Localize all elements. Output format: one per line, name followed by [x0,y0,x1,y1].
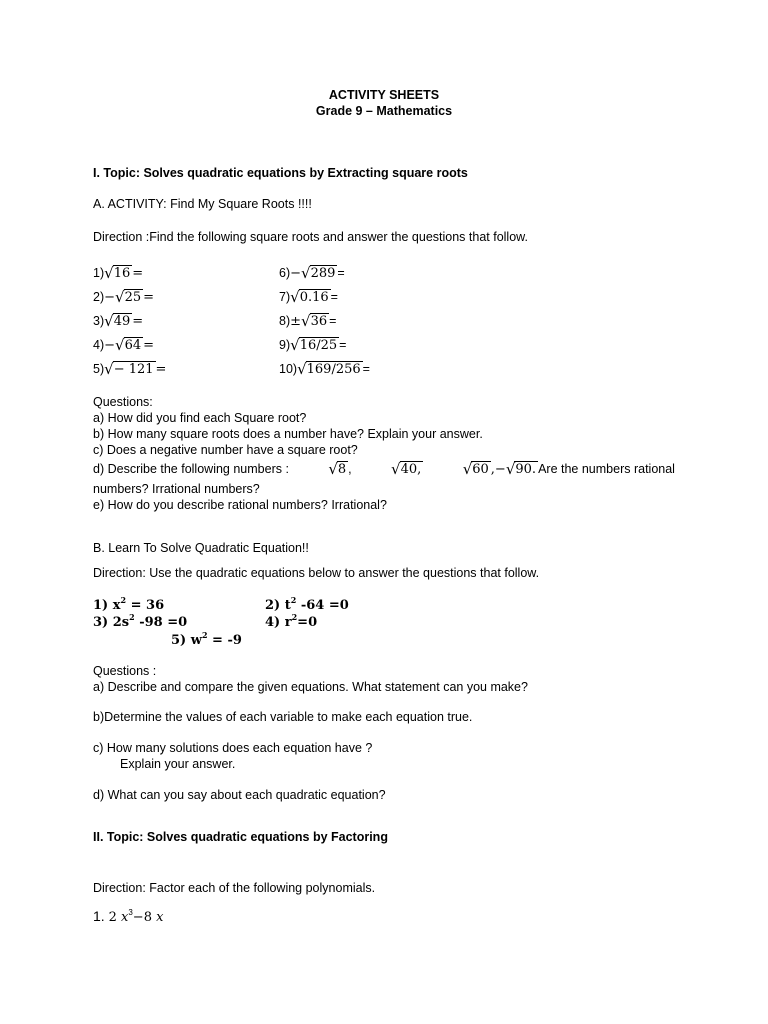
item-number: 9) [279,337,291,352]
separator: , [348,461,352,476]
eq-number: 4) [265,615,285,630]
sqrt-item-4: 4) − √ 64 = [93,335,155,354]
question-d-sqrt40: √ 40, [391,459,422,478]
radicand: 64 [124,338,142,353]
item-equals: = [337,265,345,280]
eq-exponent: 2 [290,595,297,605]
question-b: b) How many square roots does a number have? Explain your answer. [93,427,483,441]
item-number: 2) [93,289,105,304]
item-sign: ± [290,313,302,329]
question-d-line2: numbers? Irrational numbers? [93,482,260,496]
activity-a-heading: A. ACTIVITY: Find My Square Roots !!!! [93,197,312,211]
item-equals: = [362,361,370,376]
item-number: 6) [279,265,291,280]
radicand: 60 [472,462,489,477]
item-number: 8) [279,313,291,328]
exponent: 3 [128,908,133,917]
radicand: 8 [337,462,347,477]
variable: x [121,910,129,925]
topic2-heading: II. Topic: Solves quadratic equations by Factoring [93,830,388,844]
sqrt-item-2: 2) − √ 25 = [93,287,155,306]
question-b-b: b)Determine the values of each variable to make each equation true. [93,710,473,724]
eq-exponent: 2 [120,595,127,605]
radicand: 49 [113,314,131,329]
item-equals: = [155,361,167,377]
item-sign: − [104,289,116,305]
sqrt-item-7: 7) √ 0.16 = [279,287,338,306]
equation-2 [265,595,349,613]
sqrt-item-9: 9) √ 16/25 = [279,335,347,354]
question-b-c-explain: Explain your answer. [120,757,236,771]
item-sign: − [104,337,116,353]
equation-3 [93,612,188,630]
question-a: a) How did you find each Square root? [93,411,307,425]
eq-rest: -98 =0 [134,615,188,630]
item-equals: = [143,337,155,353]
topic2-direction: Direction: Factor each of the following polynomials. [93,881,376,895]
sqrt-item-8: 8) ± √ 36 = [279,311,337,330]
question-d-line1 [93,461,675,477]
item-number: 10) [279,361,298,376]
eq-rest: -64 =0 [296,598,349,613]
eq-variable: x [112,598,121,613]
eq-number: 5) [171,633,191,648]
sqrt-item-3: 3) √ 49 = [93,311,144,330]
eq-variable: 2s [112,615,130,630]
item-sign: − [290,265,302,281]
equation-4 [265,612,318,630]
question-d-trail: Are the numbers rational [538,461,675,476]
radicand: 40, [400,462,422,477]
radicand: 16/25 [299,338,338,353]
factor-item-1 [93,909,163,925]
equation-1 [93,595,165,613]
variable: x [156,910,164,925]
sqrt-item-6: 6) − √ 289 = [279,263,345,282]
question-b-c: c) How many solutions does each equation have ? [93,741,373,755]
section-b-direction: Direction: Use the quadratic equations below to answer the questions that follow. [93,566,540,580]
activity-a-direction: Direction :Find the following square roots and answer the questions that follow. [93,230,528,244]
question-b-d: d) What can you say about each quadratic equation? [93,788,386,802]
equation-5 [171,630,242,648]
eq-number: 2) [265,598,285,613]
eq-variable: w [190,633,202,648]
radicand: 25 [124,290,142,305]
radicand: 36 [310,314,328,329]
sqrt-item-5: 5) √ − 121 = [93,359,167,378]
radicand: 169/256 [306,362,361,377]
sheet-title: ACTIVITY SHEETS [328,88,440,102]
item-equals: = [132,313,144,329]
question-b-a: a) Describe and compare the given equations. What statement can you make? [93,680,528,694]
term-rest: −8 [132,910,152,925]
item-number: 3) [93,313,105,328]
questions-label-b: Questions : [93,664,157,678]
item-number: 7) [279,289,291,304]
item-equals: = [339,337,347,352]
eq-exponent: 2 [129,612,135,622]
eq-rest: = -9 [207,633,242,648]
sheet-subtitle: Grade 9 – Mathematics [315,104,453,118]
eq-exponent: 2 [201,630,208,640]
coefficient: 2 [108,910,117,925]
question-d-sqrt60: √ 60 ,− √ 90. Are the numbers rational [462,459,675,478]
radicand: − 121 [113,362,154,377]
item-equals: = [329,313,337,328]
radicand: 90. [515,462,537,477]
item-number: 1. [93,908,109,924]
separator: ,− [490,461,506,477]
eq-variable: r [284,615,292,630]
sqrt-item-10: 10) √ 169/256 = [279,359,370,378]
eq-number: 3) [93,615,113,630]
item-equals: = [132,265,144,281]
eq-number: 1) [93,598,113,613]
eq-exponent: 2 [291,612,298,622]
sqrt-item-1: 1) √ 16 = [93,263,144,282]
topic1-heading: I. Topic: Solves quadratic equations by Extracting square roots [93,166,468,180]
question-d-sqrt8: √ 8 , [328,459,352,478]
section-b-heading: B. Learn To Solve Quadratic Equation!! [93,541,309,555]
eq-rest: = 36 [126,598,165,613]
question-d-lead: d) Describe the following numbers : [93,461,289,476]
questions-label-a: Questions: [93,395,153,409]
radicand: 289 [310,266,336,281]
eq-variable: t [284,598,291,613]
item-equals: = [330,289,338,304]
item-number: 4) [93,337,105,352]
question-c: c) Does a negative number have a square root? [93,443,358,457]
question-e: e) How do you describe rational numbers? Irrational? [93,498,387,512]
item-equals: = [143,289,155,305]
eq-rest: =0 [297,615,318,630]
item-number: 5) [93,361,105,376]
item-number: 1) [93,265,105,280]
radicand: 16 [113,266,131,281]
radicand: 0.16 [299,290,329,305]
